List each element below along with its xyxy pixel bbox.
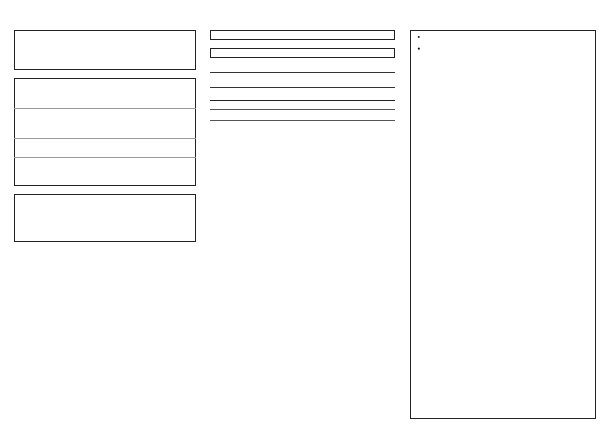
service-times: [20, 36, 190, 45]
order-person: [126, 158, 196, 186]
order-item: [15, 158, 75, 186]
worship-order-table: [14, 78, 196, 186]
order-row-prayer: [15, 79, 196, 109]
cell-group-sharing: [14, 194, 196, 242]
left-column-title: [14, 19, 196, 30]
thursday-prayer-box: [210, 30, 395, 40]
right-column-title: [410, 19, 596, 30]
middle-column-title: [210, 19, 395, 30]
kitchen-duty: [210, 110, 395, 121]
offering-total: •: [417, 47, 421, 53]
district-offering: •: [417, 35, 421, 41]
dawn-prayer-box: [210, 48, 395, 58]
header-prayer: [272, 73, 334, 88]
order-row-appointment: [15, 139, 196, 158]
order-row-sermon: [15, 158, 196, 186]
order-detail: [75, 109, 126, 139]
header-reading: [333, 73, 395, 88]
order-row-reading: [15, 109, 196, 139]
offering-column: [410, 0, 596, 419]
service-box: [14, 30, 196, 70]
header-week: [210, 73, 272, 88]
kitchen-title: [210, 100, 395, 110]
order-item: [15, 109, 75, 139]
service-schedule-table: [210, 72, 395, 88]
worship-column: [14, 0, 196, 242]
offering-box: [410, 30, 596, 419]
order-item: [15, 79, 75, 109]
order-person: [126, 139, 196, 158]
sermon-title: [75, 158, 126, 186]
ministry-column: [210, 0, 395, 129]
order-item: [15, 139, 75, 158]
